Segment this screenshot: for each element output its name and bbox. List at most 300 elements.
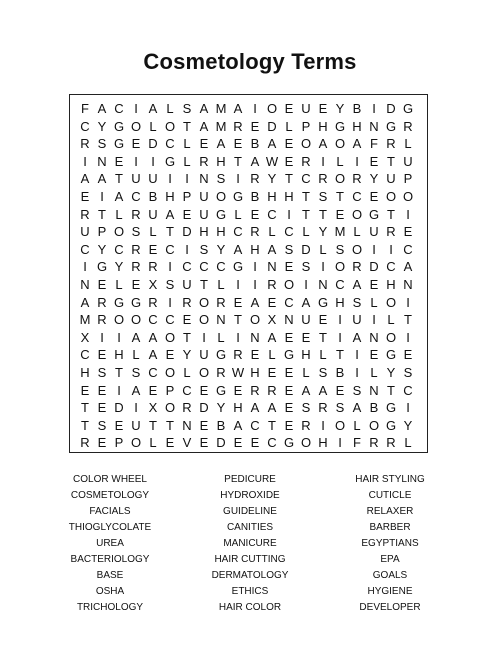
grid-letter: A	[216, 136, 226, 152]
grid-row	[70, 206, 427, 224]
grid-letter: D	[114, 400, 124, 416]
grid-letter: O	[198, 294, 210, 310]
word-list-item: BACTERIOLOGY	[70, 554, 150, 565]
grid-row	[70, 153, 427, 171]
grid-letter: S	[97, 136, 107, 152]
grid-letter: A	[318, 136, 328, 152]
grid-letter: R	[131, 259, 141, 275]
grid-letter: C	[80, 241, 90, 257]
grid-letter: R	[352, 259, 362, 275]
grid-letter: T	[115, 365, 123, 380]
grid-letter: I	[304, 277, 308, 292]
grid-letter: M	[334, 224, 346, 240]
grid-letter: A	[318, 382, 328, 398]
grid-letter: E	[284, 101, 294, 116]
grid-letter: I	[355, 365, 359, 380]
grid-letter: A	[148, 347, 158, 363]
grid-row	[70, 346, 427, 364]
word-list-item: EPA	[380, 554, 400, 565]
grid-row	[70, 241, 427, 259]
grid-letter: Y	[386, 365, 396, 380]
grid-letter: A	[80, 171, 90, 187]
grid-letter: E	[335, 382, 345, 398]
grid-letter: S	[284, 241, 294, 257]
grid-letter: U	[199, 206, 209, 222]
grid-letter: L	[353, 417, 361, 433]
grid-letter: I	[168, 171, 172, 187]
grid-letter: E	[165, 347, 175, 363]
grid-letter: C	[386, 259, 396, 275]
grid-letter: S	[131, 224, 141, 240]
grid-row	[70, 329, 427, 347]
grid-letter: Y	[114, 259, 124, 275]
grid-letter: E	[80, 382, 90, 398]
grid-letter: N	[403, 277, 413, 292]
grid-letter: R	[233, 118, 243, 134]
grid-letter: L	[115, 277, 123, 292]
grid-letter: I	[100, 329, 104, 345]
word-list-item: CUTICLE	[368, 490, 412, 501]
grid-letter: A	[250, 153, 260, 169]
grid-letter: R	[318, 400, 328, 416]
grid-letter: R	[131, 241, 141, 257]
grid-letter: G	[317, 294, 329, 310]
grid-letter: S	[301, 400, 311, 416]
grid-letter: T	[81, 417, 89, 433]
grid-letter: C	[182, 382, 192, 398]
grid-letter: O	[402, 189, 414, 204]
grid-letter: X	[148, 400, 158, 416]
grid-letter: E	[369, 153, 379, 169]
grid-letter: I	[100, 189, 104, 204]
grid-letter: T	[302, 206, 310, 222]
grid-letter: A	[301, 294, 311, 310]
grid-letter: Y	[216, 241, 226, 257]
grid-letter: L	[370, 294, 378, 310]
grid-letter: I	[185, 241, 189, 257]
grid-letter: A	[148, 101, 158, 116]
grid-letter: L	[387, 312, 395, 328]
grid-row	[70, 294, 427, 312]
grid-letter: O	[300, 435, 312, 451]
grid-row	[70, 223, 427, 241]
grid-letter: A	[352, 329, 362, 345]
grid-letter: O	[300, 136, 312, 152]
grid-letter: L	[319, 347, 327, 363]
grid-letter: C	[199, 259, 209, 275]
grid-letter: N	[284, 312, 294, 328]
grid-letter: T	[285, 171, 293, 187]
grid-letter: O	[130, 435, 142, 451]
word-list-item: HYGIENE	[367, 586, 413, 597]
grid-letter: G	[368, 206, 380, 222]
grid-letter: R	[250, 171, 260, 187]
grid-letter: R	[80, 435, 90, 451]
grid-letter: C	[131, 189, 141, 204]
grid-letter: R	[97, 312, 107, 328]
grid-letter: E	[267, 294, 277, 310]
grid-letter: E	[165, 435, 175, 451]
grid-letter: E	[335, 206, 345, 222]
word-list-item: CANITIES	[226, 522, 274, 533]
grid-letter: M	[215, 101, 227, 116]
grid-letter: E	[97, 347, 107, 363]
grid-letter: R	[233, 347, 243, 363]
grid-letter: T	[115, 171, 123, 187]
grid-letter: E	[233, 435, 243, 451]
grid-letter: A	[250, 400, 260, 416]
grid-letter: G	[385, 347, 397, 363]
grid-letter: A	[97, 101, 107, 116]
grid-letter: C	[165, 312, 175, 328]
grid-letter: I	[151, 153, 155, 169]
grid-letter: I	[202, 329, 206, 345]
grid-letter: N	[199, 171, 209, 187]
grid-letter: I	[253, 101, 257, 116]
grid-letter: B	[250, 189, 260, 204]
grid-letter: L	[268, 347, 276, 363]
grid-letter: O	[113, 312, 125, 328]
grid-letter: G	[385, 400, 397, 416]
grid-letter: E	[80, 189, 90, 204]
grid-letter: I	[355, 347, 359, 363]
grid-letter: G	[402, 101, 414, 116]
grid-letter: I	[338, 312, 342, 328]
grid-letter: I	[236, 329, 240, 345]
grid-letter: I	[117, 382, 121, 398]
grid-letter: B	[369, 400, 379, 416]
grid-letter: F	[353, 435, 361, 451]
word-list-item: UREA	[96, 538, 124, 549]
grid-letter: I	[372, 101, 376, 116]
grid-letter: G	[283, 347, 295, 363]
grid-letter: Y	[369, 171, 379, 187]
grid-letter: L	[183, 153, 191, 169]
grid-row	[70, 100, 427, 118]
grid-letter: D	[301, 241, 311, 257]
word-list-item: DERMATOLOGY	[211, 570, 289, 581]
grid-letter: U	[386, 171, 396, 187]
grid-letter: C	[284, 224, 294, 240]
grid-letter: I	[389, 241, 393, 257]
word-list-item: COLOR WHEEL	[73, 474, 147, 485]
grid-letter: T	[149, 417, 157, 433]
grid-letter: U	[301, 101, 311, 116]
grid-letter: C	[250, 417, 260, 433]
grid-letter: E	[199, 136, 209, 152]
grid-letter: E	[182, 206, 192, 222]
grid-letter: L	[404, 435, 412, 451]
grid-letter: I	[321, 259, 325, 275]
grid-letter: A	[233, 241, 243, 257]
grid-letter: F	[370, 136, 378, 152]
grid-letter: E	[284, 329, 294, 345]
grid-letter: R	[199, 153, 209, 169]
grid-letter: O	[334, 136, 346, 152]
grid-letter: U	[131, 417, 141, 433]
grid-letter: G	[334, 118, 346, 134]
grid-letter: A	[250, 294, 260, 310]
grid-letter: G	[283, 435, 295, 451]
grid-letter: I	[253, 259, 257, 275]
grid-letter: C	[301, 171, 311, 187]
word-column-1	[40, 472, 180, 616]
grid-letter: G	[215, 382, 227, 398]
grid-letter: S	[165, 277, 175, 292]
grid-letter: R	[97, 294, 107, 310]
grid-letter: G	[215, 206, 227, 222]
grid-letter: A	[114, 189, 124, 204]
grid-letter: A	[148, 329, 158, 345]
grid-letter: E	[403, 347, 413, 363]
grid-letter: T	[302, 189, 310, 204]
grid-letter: E	[369, 277, 379, 292]
grid-letter: C	[114, 241, 124, 257]
grid-letter: C	[403, 241, 413, 257]
grid-letter: I	[236, 277, 240, 292]
grid-letter: E	[114, 153, 124, 169]
grid-letter: D	[148, 136, 158, 152]
grid-letter: C	[148, 365, 158, 380]
grid-letter: G	[113, 136, 125, 152]
grid-letter: O	[266, 101, 278, 116]
grid-letter: E	[250, 435, 260, 451]
grid-letter: O	[198, 365, 210, 380]
word-list-item: OSHA	[95, 586, 125, 597]
grid-letter: A	[267, 329, 277, 345]
grid-letter: R	[216, 365, 226, 380]
grid-letter: G	[130, 294, 142, 310]
grid-letter: H	[199, 224, 209, 240]
grid-letter: L	[217, 329, 225, 345]
grid-letter: I	[253, 277, 257, 292]
grid-letter: D	[216, 435, 226, 451]
grid-letter: H	[267, 189, 277, 204]
grid-letter: D	[386, 101, 396, 116]
grid-letter: H	[386, 277, 396, 292]
grid-letter: A	[199, 118, 209, 134]
grid-letter: T	[200, 277, 208, 292]
grid-letter: N	[318, 277, 328, 292]
grid-letter: Y	[97, 118, 107, 134]
grid-letter: R	[301, 417, 311, 433]
grid-letter: L	[166, 101, 174, 116]
grid-letter: H	[250, 365, 260, 380]
word-column-3	[320, 472, 460, 616]
word-list-item: DEVELOPER	[359, 602, 421, 613]
grid-letter: S	[216, 171, 226, 187]
grid-letter: N	[97, 153, 107, 169]
grid-letter: H	[80, 365, 90, 380]
grid-letter: B	[335, 365, 345, 380]
grid-letter: G	[385, 118, 397, 134]
grid-letter: T	[336, 347, 344, 363]
grid-letter: U	[131, 171, 141, 187]
grid-letter: U	[301, 312, 311, 328]
grid-letter: C	[335, 277, 345, 292]
grid-letter: R	[131, 206, 141, 222]
grid-letter: O	[283, 277, 295, 292]
grid-row	[70, 135, 427, 153]
grid-letter: I	[406, 294, 410, 310]
grid-letter: T	[81, 400, 89, 416]
word-list-item: ETHICS	[231, 586, 269, 597]
grid-letter: D	[182, 224, 192, 240]
grid-letter: E	[182, 312, 192, 328]
grid-letter: I	[134, 400, 138, 416]
grid-letter: D	[267, 118, 277, 134]
grid-letter: C	[403, 382, 413, 398]
grid-letter: L	[319, 241, 327, 257]
grid-letter: I	[355, 153, 359, 169]
grid-letter: I	[321, 153, 325, 169]
letter-grid	[69, 94, 428, 453]
grid-letter: S	[403, 365, 413, 380]
grid-letter: T	[166, 417, 174, 433]
grid-letter: A	[233, 417, 243, 433]
grid-letter: L	[336, 153, 344, 169]
grid-letter: I	[406, 400, 410, 416]
grid-letter: O	[385, 189, 397, 204]
grid-letter: T	[404, 312, 412, 328]
grid-letter: G	[96, 259, 108, 275]
grid-letter: B	[148, 189, 158, 204]
grid-letter: C	[267, 435, 277, 451]
grid-letter: F	[81, 101, 89, 116]
grid-letter: T	[319, 206, 327, 222]
grid-row	[70, 364, 427, 382]
grid-letter: U	[369, 224, 379, 240]
grid-letter: A	[131, 329, 141, 345]
word-list-item: BARBER	[369, 522, 411, 533]
grid-letter: A	[199, 101, 209, 116]
grid-letter: E	[284, 259, 294, 275]
grid-letter: L	[149, 118, 157, 134]
grid-letter: P	[114, 435, 124, 451]
grid-letter: R	[80, 206, 90, 222]
grid-letter: H	[284, 189, 294, 204]
grid-letter: S	[97, 365, 107, 380]
grid-letter: C	[284, 294, 294, 310]
grid-letter: S	[131, 365, 141, 380]
grid-letter: U	[352, 312, 362, 328]
grid-letter: L	[302, 365, 310, 380]
grid-letter: O	[351, 206, 363, 222]
grid-row	[70, 188, 427, 206]
grid-letter: I	[321, 417, 325, 433]
grid-letter: I	[168, 259, 172, 275]
grid-letter: E	[369, 347, 379, 363]
grid-letter: A	[301, 382, 311, 398]
grid-letter: B	[250, 136, 260, 152]
grid-letter: T	[387, 382, 395, 398]
grid-letter: T	[183, 329, 191, 345]
grid-letter: S	[335, 400, 345, 416]
grid-letter: O	[334, 259, 346, 275]
grid-letter: T	[319, 329, 327, 345]
grid-row	[70, 311, 427, 329]
grid-letter: E	[114, 417, 124, 433]
grid-letter: U	[148, 206, 158, 222]
grid-letter: I	[185, 171, 189, 187]
grid-letter: T	[336, 189, 344, 204]
grid-letter: C	[182, 259, 192, 275]
grid-letter: P	[97, 224, 107, 240]
grid-letter: I	[83, 153, 87, 169]
grid-letter: H	[114, 347, 124, 363]
grid-letter: D	[369, 259, 379, 275]
grid-letter: C	[80, 347, 90, 363]
grid-row	[70, 170, 427, 188]
grid-letter: G	[113, 294, 125, 310]
grid-letter: O	[385, 294, 397, 310]
grid-letter: L	[149, 435, 157, 451]
grid-letter: E	[250, 118, 260, 134]
grid-letter: T	[234, 153, 242, 169]
grid-letter: R	[386, 435, 396, 451]
grid-letter: I	[236, 171, 240, 187]
grid-letter: R	[267, 382, 277, 398]
grid-row	[70, 399, 427, 417]
grid-letter: A	[352, 136, 362, 152]
grid-letter: R	[182, 294, 192, 310]
grid-letter: S	[352, 382, 362, 398]
grid-letter: I	[168, 294, 172, 310]
grid-letter: E	[97, 382, 107, 398]
word-list-item: MANICURE	[223, 538, 277, 549]
grid-letter: E	[284, 153, 294, 169]
word-list-item: HAIR CUTTING	[214, 554, 286, 565]
grid-letter: E	[97, 277, 107, 292]
grid-letter: N	[369, 329, 379, 345]
grid-letter: R	[148, 294, 158, 310]
grid-letter: T	[387, 206, 395, 222]
grid-row	[70, 276, 427, 294]
grid-letter: H	[250, 241, 260, 257]
grid-letter: A	[165, 206, 175, 222]
grid-letter: U	[182, 277, 192, 292]
grid-letter: O	[164, 329, 176, 345]
grid-letter: B	[216, 417, 226, 433]
grid-letter: P	[165, 382, 175, 398]
grid-letter: H	[233, 400, 243, 416]
grid-letter: L	[183, 365, 191, 380]
grid-letter: C	[165, 241, 175, 257]
grid-letter: R	[301, 153, 311, 169]
grid-letter: R	[182, 400, 192, 416]
grid-letter: L	[285, 118, 293, 134]
grid-letter: E	[267, 365, 277, 380]
grid-letter: L	[183, 136, 191, 152]
word-list-item: FACIALS	[89, 506, 131, 517]
grid-letter: O	[334, 171, 346, 187]
grid-letter: H	[318, 435, 328, 451]
grid-letter: M	[79, 312, 91, 328]
grid-letter: Y	[403, 417, 413, 433]
grid-letter: L	[404, 136, 412, 152]
grid-letter: H	[318, 118, 328, 134]
grid-letter: R	[267, 277, 277, 292]
grid-letter: L	[370, 365, 378, 380]
grid-letter: A	[352, 277, 362, 292]
grid-row	[70, 118, 427, 136]
grid-letter: R	[318, 171, 328, 187]
grid-letter: O	[164, 118, 176, 134]
grid-letter: L	[353, 224, 361, 240]
grid-letter: T	[387, 153, 395, 169]
grid-letter: E	[97, 435, 107, 451]
grid-letter: S	[318, 189, 328, 204]
